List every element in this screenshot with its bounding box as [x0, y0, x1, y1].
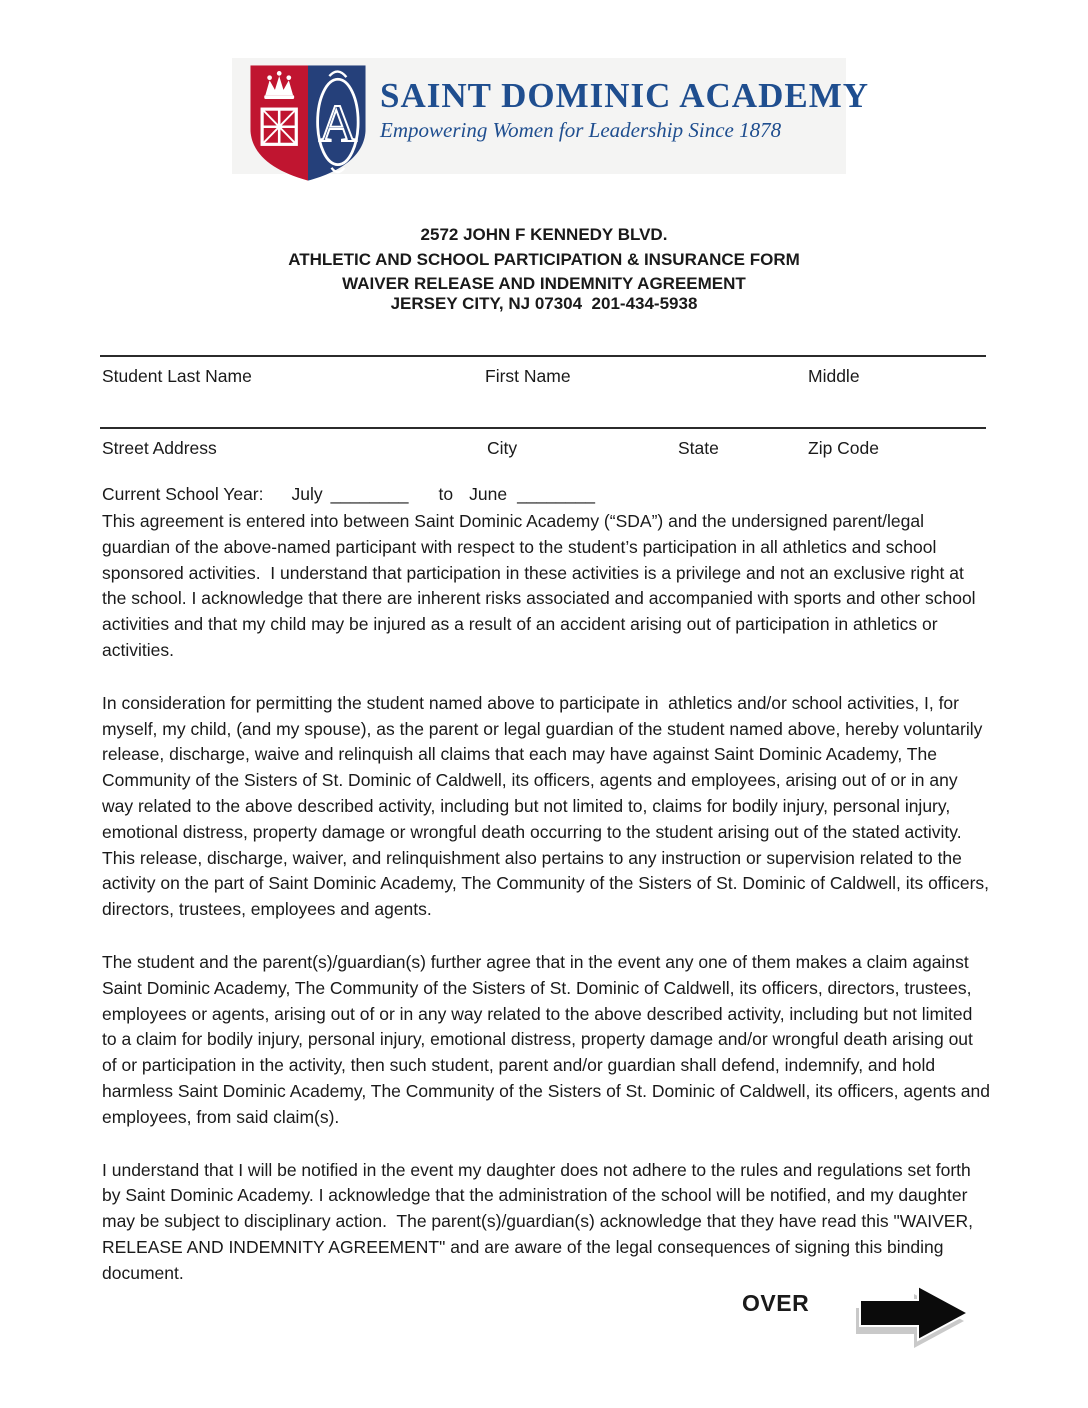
label-current-school-year: Current School Year: — [102, 484, 264, 504]
label-street-address: Street Address — [102, 438, 217, 458]
address-line1: 2572 JOHN F KENNEDY BLVD. — [420, 225, 668, 244]
turn-page-arrow-icon — [852, 1276, 974, 1356]
label-zip-code: Zip Code — [808, 438, 880, 458]
document-title — [0, 248, 1088, 296]
paragraph-acknowledgement: I understand that I will be notified in the event my daughter does not adhere to the rules and regulations set forth by Saint Dominic Academy. I acknowledge that the administration of the school will be notified, and my daughter may be subject to disciplinary action. The parent(s)/guardian(s) acknowledge that they have read this "WAIVER, RELEASE AND INDEMNITY AGREEMENT" and are aware of the legal consequences of signing this binding document. — [102, 1159, 978, 1283]
svg-text:A: A — [318, 93, 358, 154]
over-label: OVER — [742, 1290, 810, 1316]
label-first-name: First Name — [485, 366, 571, 386]
paragraph-agreement-intro: This agreement is entered into between Saint Dominic Academy (“SDA”) and the undersigned parent/legal guardian of the above-named participant with respect to the student’s participation in all athletics and school sponsored activities. I understand that participation in these activities is a privilege and not an exclusive right at the school. I acknowledge that there are inherent risks associated and accompanied with sports and other school activities and that my child may be injured as a result of an accident arising out of participation in athletics or activities. — [102, 511, 981, 660]
paragraph-indemnification: The student and the parent(s)/guardian(s) further agree that in the event any one of them makes a claim against Saint Dominic Academy, The Community of the Sisters of St. Dominic of Caldwell, its officers, directors, trustees, employees or agents, arising out of or in any way related to the above described activity, including but not limited to a claim for bodily injury, personal injury, emotional distress, property damage and/or wrongful death arising out of or participation in the activity, then such student, parent and/or guardian shall defend, indemnify, and hold harmless Saint Dominic Academy, The Community of the Sisters of St. Dominic of Caldwell, its officers, agents and employees, from said claim(s). — [102, 951, 995, 1127]
address-line2: JERSEY CITY, NJ 07304 201-434-5938 — [390, 294, 698, 313]
address-fill-line — [100, 427, 986, 429]
school-crest-icon — [244, 62, 372, 184]
title-line2: WAIVER RELEASE AND INDEMNITY AGREEMENT — [342, 274, 746, 293]
label-student-last-name: Student Last Name — [102, 366, 252, 386]
july-blank-field: ________ — [330, 484, 409, 504]
school-tagline: Empowering Women for Leadership Since 1878 — [380, 118, 782, 142]
school-logo — [232, 58, 870, 174]
label-to: to — [438, 484, 454, 504]
label-middle: Middle — [808, 366, 860, 386]
label-city: City — [487, 438, 518, 458]
june-blank-field: ________ — [517, 484, 595, 504]
school-year-line — [102, 484, 595, 505]
school-name: SAINT DOMINIC ACADEMY — [380, 76, 870, 115]
paragraph-release-of-claims: In consideration for permitting the student named above to participate in athletics and/or school activities, I, for myself, my child, (and my spouse), as the parent or legal guardian of the student named above, hereby voluntarily release, discharge, waive and relinquish all claims that each may have against Saint Dominic Academy, The Community of the Sisters of St. Dominic of Caldwell, its officers, agents and employees, arising out of or in any way related to the above described activity, including but not limited to, claims for bodily injury, personal injury, emotional distress, property damage or wrongful death occurring to the student arising out of the stated activity. This release, discharge, waiver, and relinquishment also pertains to any instruction or supervision related to the activity on the part of Saint Dominic Academy, The Community of the Sisters of St. Dominic of Caldwell, its officers, directors, trustees, employees and agents. — [102, 692, 994, 920]
title-line1: ATHLETIC AND SCHOOL PARTICIPATION & INSURANCE FORM — [288, 250, 800, 269]
label-july: July — [291, 484, 323, 504]
logo-text-block — [380, 76, 870, 143]
cross-emblem-icon — [262, 109, 296, 144]
agreement-body — [102, 509, 995, 1287]
label-state: State — [678, 438, 719, 458]
label-june: June — [469, 484, 508, 504]
name-fill-line — [100, 355, 986, 357]
